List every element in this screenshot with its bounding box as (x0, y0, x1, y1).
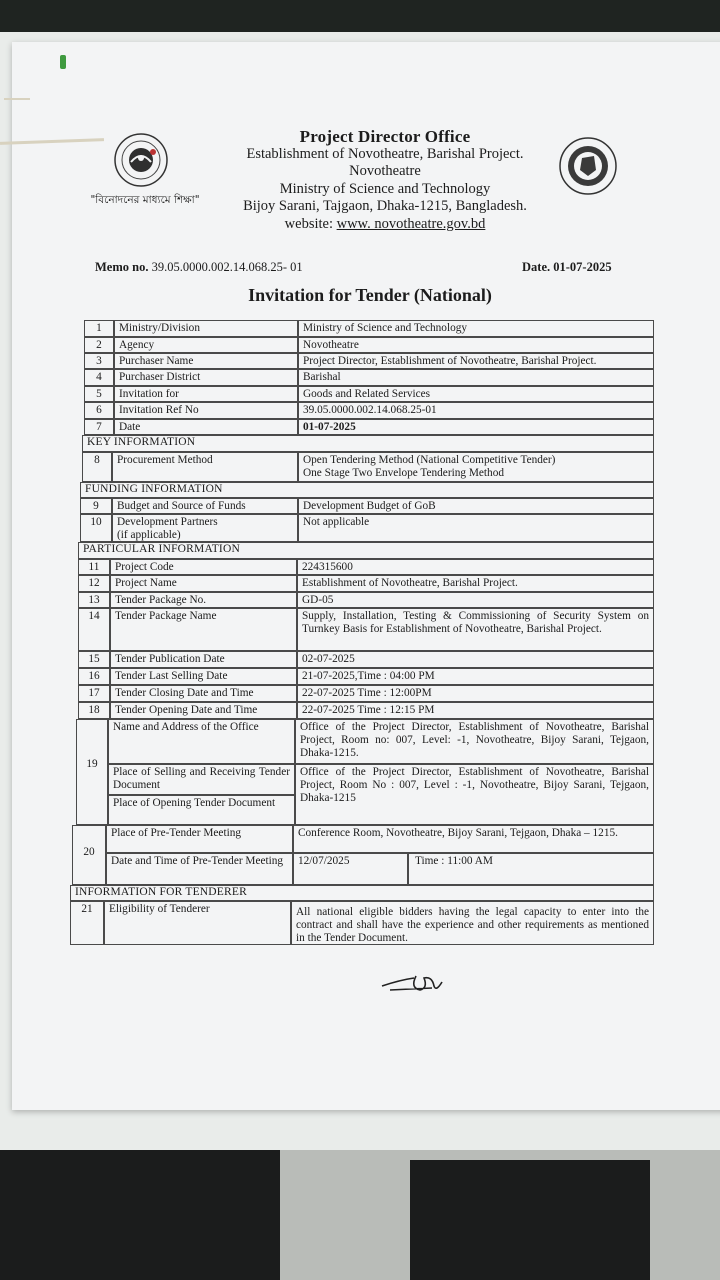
section-funding-information: FUNDING INFORMATION (80, 482, 654, 498)
header-line: Ministry of Science and Technology (279, 180, 491, 197)
header-line: Bijoy Sarani, Tajgaon, Dhaka-1215, Bangladesh. (243, 198, 527, 214)
row-number: 10 (80, 514, 112, 542)
row-label: Date (114, 419, 298, 435)
paper-clip (60, 55, 66, 69)
header-line: Establishment of Novotheatre, Barishal Project. (246, 145, 524, 162)
row-number: 20 (72, 825, 106, 885)
section-key-information: KEY INFORMATION (82, 435, 654, 452)
row-label: Tender Package No. (110, 592, 297, 608)
row-label: Place of Pre-Tender Meeting (106, 825, 293, 853)
row-value: GD-05 (297, 592, 654, 608)
section-particular-information: PARTICULAR INFORMATION (78, 542, 654, 559)
floor-shadow (0, 1150, 280, 1280)
row-value: Development Budget of GoB (298, 498, 654, 514)
row-label: Purchaser Name (114, 353, 298, 369)
row-value: All national eligible bidders having the legal capacity to enter into the contract and shall have the experience and other requirements as mentioned in the Tender Document. (291, 901, 654, 945)
row-value: 12/07/2025 (293, 853, 408, 885)
website-line (150, 216, 620, 234)
section-information-for-tenderer: INFORMATION FOR TENDERER (70, 885, 654, 901)
row-value: Goods and Related Services (298, 386, 654, 402)
row-number: 16 (78, 668, 110, 685)
row-label: Agency (114, 337, 298, 353)
website-label: website: (284, 215, 333, 232)
row-label: Name and Address of the Office (108, 719, 295, 764)
row-value: 224315600 (297, 559, 654, 575)
row-value: Office of the Project Director, Establishment of Novotheatre, Barishal Project, Room No : 007, Level : -1, Novotheatre, Bijoy Sarani, Tejgaon, Dhaka-1215 (295, 764, 654, 825)
floor-shadow (410, 1160, 650, 1280)
row-number: 12 (78, 575, 110, 592)
document-title: Invitation for Tender (National) (248, 285, 492, 305)
row-label: Invitation for (114, 386, 298, 402)
row-number: 2 (84, 337, 114, 353)
motto: "বিনোদনের মাধ্যমে শিক্ষা" (90, 194, 200, 206)
row-label: Procurement Method (112, 452, 298, 482)
row-number: 3 (84, 353, 114, 369)
row-label: Tender Publication Date (110, 651, 297, 668)
row-number: 6 (84, 402, 114, 419)
row-value: 01-07-2025 (298, 419, 654, 435)
bangladesh-govt-seal-icon (558, 136, 618, 196)
row-label: Tender Opening Date and Time (110, 702, 297, 719)
row-label: Eligibility of Tenderer (104, 901, 291, 945)
website-link[interactable]: www. novotheatre.gov.bd (336, 215, 486, 232)
row-label: Date and Time of Pre-Tender Meeting (106, 853, 293, 885)
row-value: Office of the Project Director, Establishment of Novotheatre, Barishal Project, Room no: 007, Level: -1, Novotheatre, Bijoy Sarani, Tejgaon, Dhaka-1215. (295, 719, 654, 764)
row-value: 22-07-2025 Time : 12:15 PM (297, 702, 654, 719)
memo-value: 39.05.0000.002.14.068.25- 01 (151, 260, 303, 274)
row-value: 22-07-2025 Time : 12:00PM (297, 685, 654, 702)
office-title: Project Director Office (299, 127, 471, 146)
row-number: 1 (84, 320, 114, 337)
row-label: Tender Last Selling Date (110, 668, 297, 685)
row-label-line: (if applicable) (117, 529, 181, 541)
procurement-method-line: One Stage Two Envelope Tendering Method (303, 467, 504, 479)
letterhead (150, 128, 620, 233)
row-number: 5 (84, 386, 114, 402)
procurement-method-line: Open Tendering Method (National Competitive Tender) (303, 454, 556, 466)
memo-number (95, 260, 303, 275)
row-label: Purchaser District (114, 369, 298, 386)
row-label: Project Code (110, 559, 297, 575)
row-value: 21-07-2025,Time : 04:00 PM (297, 668, 654, 685)
row-value: 02-07-2025 (297, 651, 654, 668)
row-number: 14 (78, 608, 110, 651)
row-label (112, 514, 298, 542)
row-label: Project Name (110, 575, 297, 592)
row-number: 17 (78, 685, 110, 702)
row-label: Tender Closing Date and Time (110, 685, 297, 702)
document-date: Date. 01-07-2025 (522, 260, 612, 274)
row-value (298, 452, 654, 482)
tag-string (4, 98, 30, 100)
row-label: Tender Package Name (110, 608, 297, 651)
row-number: 4 (84, 369, 114, 386)
row-label: Place of Selling and Receiving Tender Document (108, 764, 295, 795)
row-number: 19 (76, 719, 108, 825)
row-value: Time : 11:00 AM (408, 853, 654, 885)
row-value: Not applicable (298, 514, 654, 542)
row-number: 8 (82, 452, 112, 482)
row-number: 15 (78, 651, 110, 668)
row-number: 7 (84, 419, 114, 435)
row-label: Ministry/Division (114, 320, 298, 337)
row-label: Place of Opening Tender Document (108, 795, 295, 825)
row-value: Novotheatre (298, 337, 654, 353)
row-value: Supply, Installation, Testing & Commissioning of Security System on Turnkey Basis for Establishment of Novotheatre, Barishal Project. (297, 608, 654, 651)
row-value: Ministry of Science and Technology (298, 320, 654, 337)
memo-label: Memo no. (95, 260, 149, 274)
header-line: Novotheatre (349, 163, 421, 179)
row-label: Budget and Source of Funds (112, 498, 298, 514)
row-value: Project Director, Establishment of Novotheatre, Barishal Project. (298, 353, 654, 369)
row-value: Barishal (298, 369, 654, 386)
row-value: Conference Room, Novotheatre, Bijoy Sarani, Tejgaon, Dhaka – 1215. (293, 825, 654, 853)
row-number: 9 (80, 498, 112, 514)
row-value: Establishment of Novotheatre, Barishal Project. (297, 575, 654, 592)
row-value: 39.05.0000.002.14.068.25-01 (298, 402, 654, 419)
signature-icon (380, 968, 450, 998)
row-number: 13 (78, 592, 110, 608)
row-label-line: Development Partners (117, 516, 218, 528)
row-number: 21 (70, 901, 104, 945)
row-number: 18 (78, 702, 110, 719)
row-number: 11 (78, 559, 110, 575)
row-label: Invitation Ref No (114, 402, 298, 419)
